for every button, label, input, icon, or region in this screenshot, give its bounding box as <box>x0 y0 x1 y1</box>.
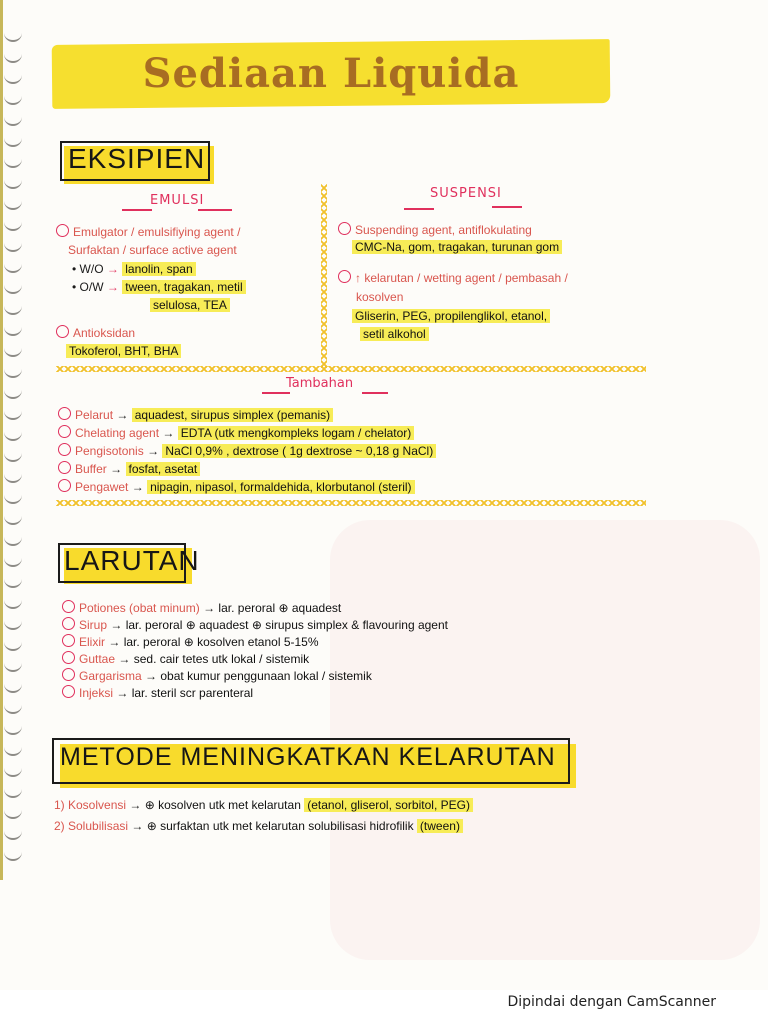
larutan-row-value: lar. peroral ⊕ aquadest <box>218 601 342 615</box>
section-divider-2 <box>56 500 646 506</box>
ow-row: • O/W → tween, tragakan, metil <box>72 280 246 294</box>
arrow-icon: → <box>110 618 123 632</box>
arrow-icon: → <box>162 426 175 440</box>
metode-heading: METODE MENINGKATKAN KELARUTAN <box>60 743 556 771</box>
spiral-ring <box>4 534 22 546</box>
metode-row-highlight: (tween) <box>417 819 463 833</box>
spiral-ring <box>4 114 22 126</box>
spiral-ring <box>4 660 22 672</box>
bullet-icon <box>338 222 351 235</box>
metode-row <box>54 798 473 812</box>
spiral-ring <box>4 576 22 588</box>
tambahan-row-value: nipagin, nipasol, formaldehida, klorbutanol (steril) <box>147 480 414 494</box>
larutan-row-label: Elixir <box>79 635 105 649</box>
spiral-ring <box>4 30 22 42</box>
kelarutan-value: Gliserin, PEG, propilenglikol, etanol, <box>352 309 550 323</box>
spiral-ring <box>4 828 22 840</box>
larutan-row <box>62 651 309 666</box>
tambahan-row-value: fosfat, asetat <box>126 462 201 476</box>
emulsi-label: EMULSI <box>150 193 205 208</box>
spiral-ring <box>4 639 22 651</box>
metode-row <box>54 819 463 833</box>
spiral-ring <box>4 807 22 819</box>
spiral-binding <box>0 0 40 880</box>
larutan-row <box>62 600 341 615</box>
spiral-ring <box>4 51 22 63</box>
larutan-row <box>62 617 448 632</box>
bullet-icon <box>62 634 75 647</box>
tambahan-label: Tambahan <box>286 376 354 391</box>
spiral-ring <box>4 177 22 189</box>
spiral-ring <box>4 72 22 84</box>
spiral-ring <box>4 618 22 630</box>
eksipien-heading: EKSIPIEN <box>68 143 206 174</box>
arrow-icon: → <box>147 444 160 458</box>
section-divider-1 <box>56 366 646 372</box>
scanner-footer <box>0 990 768 1024</box>
bullet-icon <box>58 479 71 492</box>
spiral-ring <box>4 429 22 441</box>
bullet-icon <box>62 617 75 630</box>
ow-row-2: selulosa, TEA <box>150 298 230 312</box>
arrow-icon: → <box>110 462 123 476</box>
metode-row-highlight: (etanol, gliserol, sorbitol, PEG) <box>304 798 473 812</box>
tambahan-arrow-right <box>362 392 388 394</box>
bullet-icon <box>62 600 75 613</box>
emulgator-line-2: Surfaktan / surface active agent <box>68 243 237 257</box>
kelarutan-value-2: setil alkohol <box>360 327 429 341</box>
larutan-row-value: lar. peroral ⊕ aquadest ⊕ sirupus simplex & flavouring agent <box>125 618 448 632</box>
spiral-ring <box>4 324 22 336</box>
spiral-ring <box>4 219 22 231</box>
spiral-ring <box>4 198 22 210</box>
bullet-icon <box>58 443 71 456</box>
larutan-row-value: sed. cair tetes utk lokal / sistemik <box>133 652 310 666</box>
kosolven-line: kosolven <box>356 290 404 304</box>
spiral-ring <box>4 765 22 777</box>
larutan-row <box>62 668 372 683</box>
spiral-ring <box>4 471 22 483</box>
bullet-icon <box>62 668 75 681</box>
bullet-icon <box>56 224 69 237</box>
spiral-ring <box>4 387 22 399</box>
spiral-ring <box>4 723 22 735</box>
spiral-ring <box>4 408 22 420</box>
larutan-row-value: obat kumur penggunaan lokal / sistemik <box>160 669 372 683</box>
arrow-icon: → <box>116 408 129 422</box>
spiral-ring <box>4 261 22 273</box>
arrow-icon: → <box>131 480 144 494</box>
suspensi-label: SUSPENSI <box>430 186 502 201</box>
tambahan-row-label: Pengisotonis <box>75 444 144 458</box>
larutan-row <box>62 685 253 700</box>
tambahan-row-label: Chelating agent <box>75 426 160 440</box>
spiral-ring <box>4 513 22 525</box>
page-title: Sediaan Liquida <box>142 50 520 97</box>
suspensi-arrow-left <box>404 208 434 210</box>
suspensi-arrow-right <box>492 206 522 208</box>
larutan-heading: LARUTAN <box>64 545 200 576</box>
antioksidan-label: Antioksidan <box>56 325 135 340</box>
bullet-icon <box>62 651 75 664</box>
spiral-ring <box>4 849 22 861</box>
tambahan-row <box>58 479 415 494</box>
tambahan-row-value: EDTA (utk mengkompleks logam / chelator) <box>178 426 415 440</box>
bullet-icon <box>58 407 71 420</box>
arrow-icon: → <box>129 798 142 812</box>
tambahan-row-label: Buffer <box>75 462 107 476</box>
arrow-icon: → <box>203 601 216 615</box>
bullet-icon <box>56 325 69 338</box>
tambahan-row <box>58 443 436 458</box>
spiral-ring <box>4 450 22 462</box>
larutan-row-value: lar. steril scr parenteral <box>131 686 254 700</box>
suspending-agent-line: Suspending agent, antiflokulating <box>338 222 532 237</box>
larutan-row-label: Potiones (obat minum) <box>79 601 200 615</box>
spiral-ring <box>4 786 22 798</box>
bullet-icon <box>62 685 75 698</box>
antioksidan-value: Tokoferol, BHT, BHA <box>66 344 181 358</box>
tambahan-row-label: Pelarut <box>75 408 114 422</box>
tambahan-row-value: aquadest, sirupus simplex (pemanis) <box>132 408 333 422</box>
arrow-icon: → <box>118 652 131 666</box>
tambahan-row <box>58 407 333 422</box>
emulgator-line-1: Emulgator / emulsifiying agent / <box>56 224 240 239</box>
larutan-row-value: lar. peroral ⊕ kosolven etanol 5-15% <box>123 635 319 649</box>
larutan-row <box>62 634 319 649</box>
larutan-row-label: Injeksi <box>79 686 114 700</box>
metode-row-value: ⊕ kosolven utk met kelarutan <box>144 798 301 812</box>
bullet-icon <box>58 425 71 438</box>
metode-row-label: 1) Kosolvensi <box>54 798 127 812</box>
suspending-agent-value: CMC-Na, gom, tragakan, turunan gom <box>352 240 562 254</box>
arrow-icon: → <box>131 819 144 833</box>
metode-row-label: 2) Solubilisasi <box>54 819 129 833</box>
tambahan-row-label: Pengawet <box>75 480 129 494</box>
spiral-ring <box>4 681 22 693</box>
spiral-ring <box>4 702 22 714</box>
ow-value: tween, tragakan, metil <box>122 280 245 294</box>
spiral-ring <box>4 744 22 756</box>
spiral-ring <box>4 555 22 567</box>
spiral-ring <box>4 492 22 504</box>
larutan-row-label: Sirup <box>79 618 108 632</box>
spiral-ring <box>4 93 22 105</box>
kelarutan-line: ↑ kelarutan / wetting agent / pembasah / <box>338 270 568 285</box>
spiral-ring <box>4 282 22 294</box>
bullet-icon <box>58 461 71 474</box>
metode-row-value: ⊕ surfaktan utk met kelarutan solubilisasi hidrofilik <box>146 819 414 833</box>
arrow-icon: → <box>108 635 121 649</box>
spiral-ring <box>4 135 22 147</box>
tambahan-arrow-left <box>262 392 290 394</box>
wo-value: lanolin, span <box>122 262 195 276</box>
larutan-row-label: Gargarisma <box>79 669 142 683</box>
spiral-ring <box>4 303 22 315</box>
tambahan-row <box>58 425 414 440</box>
bullet-icon <box>338 270 351 283</box>
column-divider <box>321 184 327 368</box>
spiral-ring <box>4 345 22 357</box>
scanner-footer-text: Dipindai dengan CamScanner <box>507 994 716 1010</box>
wo-row: • W/O → lanolin, span <box>72 262 196 276</box>
arrow-icon: → <box>116 686 129 700</box>
emulsi-arrow-right <box>198 209 232 211</box>
tambahan-row-value: NaCl 0,9% , dextrose ( 1g dextrose ~ 0,18 g NaCl) <box>162 444 436 458</box>
spiral-ring <box>4 366 22 378</box>
arrow-icon: → <box>145 669 158 683</box>
tambahan-row <box>58 461 200 476</box>
emulsi-arrow-left <box>122 209 152 211</box>
larutan-row-label: Guttae <box>79 652 116 666</box>
spiral-ring <box>4 597 22 609</box>
spiral-ring <box>4 156 22 168</box>
spiral-ring <box>4 240 22 252</box>
